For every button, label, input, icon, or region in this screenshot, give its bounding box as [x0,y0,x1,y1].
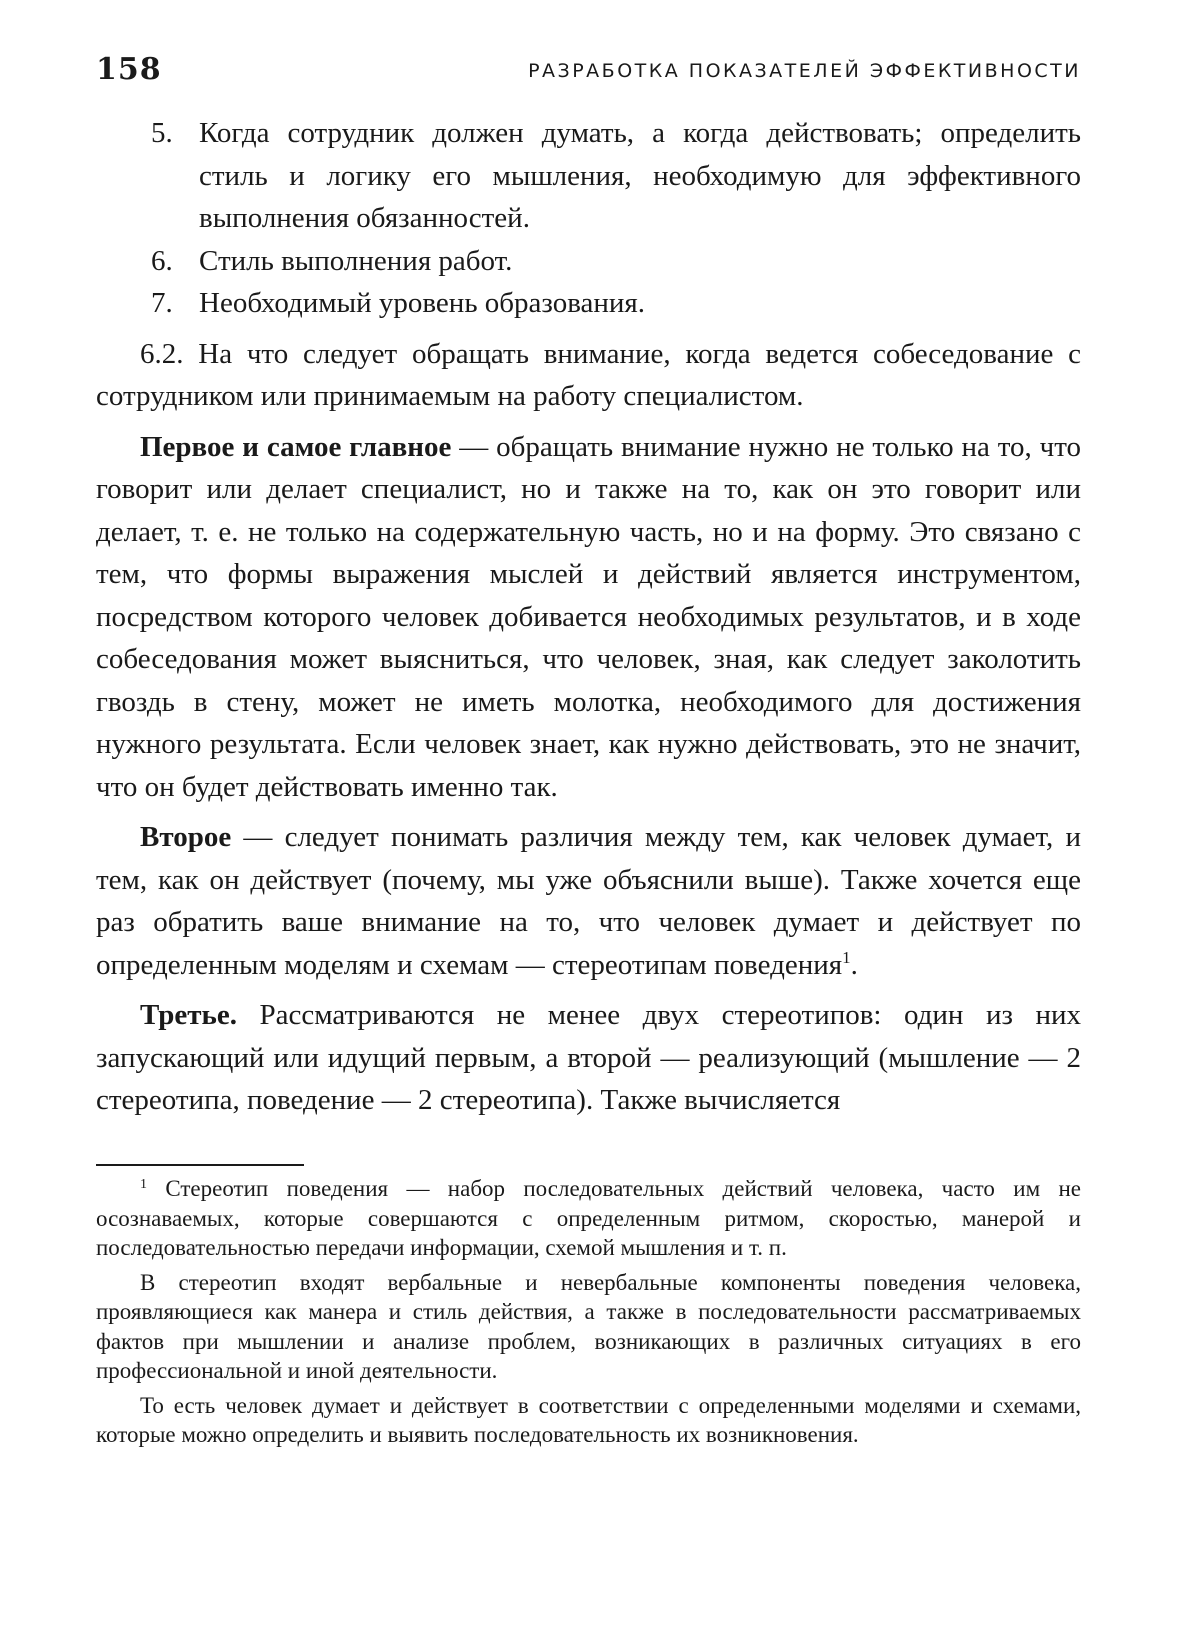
footnote-reference[interactable]: 1 [842,947,851,967]
paragraph-second-lead: Второе [140,821,232,853]
footnote-1-text: Стереотип поведения — набор последовательных действий человека, часто им не осознаваемых, которые совершаются с определенным ритмом, скоростью, манерой и последовательностью передачи информации, схемой мышления и т. п. [96,1176,1081,1260]
list-item-text: Когда сотрудник должен думать, а когда действовать; определить стиль и логику его мышления, необходимую для эффективного выполнения обязанностей. [199,117,1081,234]
paragraph-first [96,426,1081,809]
footnote-paragraph-3: То есть человек думает и действует в соответствии с определенными моделями и схемами, которые можно определить и выявить последовательность их возникновения. [96,1392,1081,1447]
numbered-list [96,112,1081,325]
paragraph-third-text: Рассматриваются не менее двух стереотипов: один из них запускающий или идущий первым, а второй — реализующий (мышление — 2 стереотипа, поведение — 2 стереотипа). Также вычисляется [96,999,1081,1116]
running-title: РАЗРАБОТКА ПОКАЗАТЕЛЕЙ ЭФФЕКТИВНОСТИ [528,60,1081,82]
page-header [96,52,1081,92]
paragraph-first-lead: Первое и самое главное [140,430,452,463]
list-item-number: 6. [151,244,173,277]
list-item-text: Необходимый уровень образования. [199,287,646,319]
paragraph-first-text: — обращать внимание нужно не только на то, что говорит или делает специалист, но и также на то, как он это говорит или делает, т. е. не только на содержательную часть, но и на форму. Это связано с тем, что формы выражения мыслей и действий является инструментом, посредством которого человек добивается необходимых результатов, и в ходе собеседования может выясниться, что человек, зная, как следует заколотить гвоздь в стену, может не иметь молотка, необходимого для достижения нужного результата. Если человек знает, как нужно действовать, это не значит, что он будет действовать именно так. [96,430,1081,803]
paragraph-second-text: — следует понимать различия между тем, как человек думает, и тем, как он действует (почему, мы уже объяснили выше). Также хочется еще раз обратить ваше внимание на то, что человек думает и действует по определенным моделям и схемам — стереотипам поведения [96,821,1081,981]
footnote-divider [96,1164,304,1166]
list-item [96,282,1081,325]
list-item-number: 5. [151,117,173,149]
paragraph-second [96,816,1081,986]
list-item [96,240,1081,283]
footnote-1 [96,1174,1081,1263]
paragraph-6-2: 6.2. На что следует обращать внимание, когда ведется собеседование с сотрудником или принимаемым на работу специалистом. [96,337,1081,412]
paragraph-second-end: . [850,948,858,981]
page-number: 158 [96,52,162,87]
list-item-number: 7. [151,287,173,319]
list-item [96,112,1081,240]
main-text [96,112,1081,1130]
paragraph-third-lead: Третье. [140,999,237,1031]
footnote-paragraph-2: В стереотип входят вербальные и невербальные компоненты поведения человека, проявляющиеся как манера и стиль действия, а также в последовательности рассматриваемых фактов при мышлении и анализе проблем, возникающих в различных ситуациях в его профессиональной и иной деятельности. [96,1269,1081,1383]
footnote-marker: 1 [140,1177,147,1192]
list-item-text: Стиль выполнения работ. [199,244,513,277]
footnotes [96,1174,1081,1455]
paragraph-third [96,994,1081,1122]
